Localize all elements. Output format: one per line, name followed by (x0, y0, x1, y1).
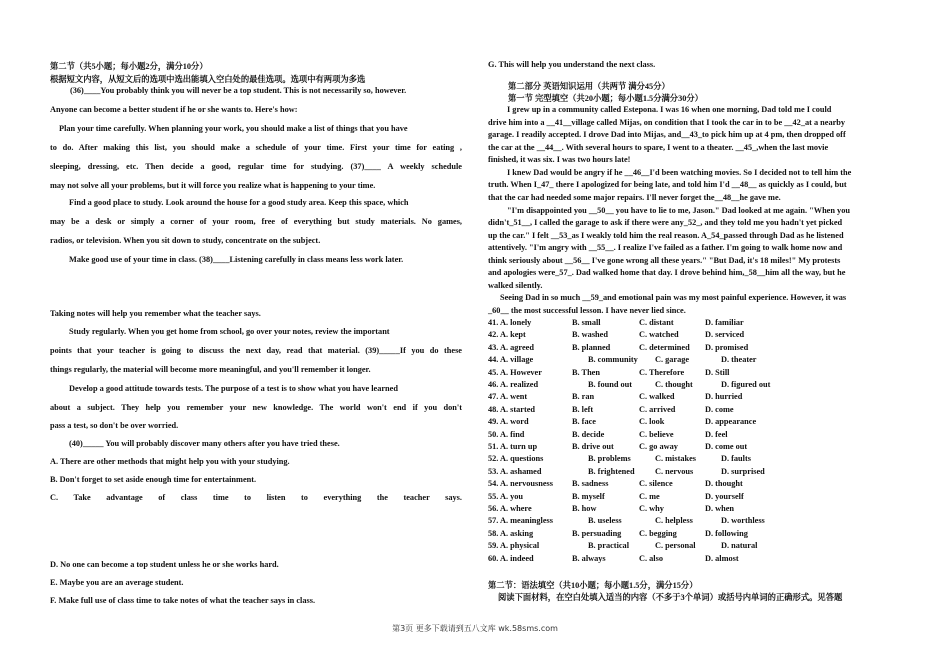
option-choice: B. sadness (572, 479, 609, 489)
option-number-a: 47. A. went (488, 392, 528, 402)
option-number-a: 42. A. kept (488, 330, 526, 340)
passage-line: Study regularly. When you get home from school, go over your notes, review the important (69, 327, 390, 336)
option-choice: B. ran (572, 392, 595, 402)
option-choice: C. why (639, 504, 664, 513)
passage-line: didn't_51__, I called the garage to ask if there were any_52_, and they told me you hadn't yet picked (488, 218, 843, 227)
option-number-a: 60. A. indeed (488, 553, 534, 563)
option-d: D. No one can become a top student unless he or she works hard. (50, 560, 279, 569)
option-number-a: 41. A. lonely (488, 318, 532, 327)
passage-line: attentively. "I'm angry with __55__. I realize I've failed as a father. I'm going to walk home now and (488, 243, 843, 252)
option-a: A. There are other methods that might help you with your studying. (50, 457, 290, 466)
passage-line: I grew up in a community called Estepona. I was 16 when one morning, Dad told me I could (507, 105, 832, 114)
section-title: 第二节（共5小题；每小题2分，满分10分） (50, 62, 208, 71)
option-choice: D. when (705, 504, 735, 513)
option-number-a: 52. A. questions (488, 454, 544, 464)
passage-line: Anyone can become a better student if he or she wants to. Here's how: (50, 105, 298, 114)
passage-line: up the car." I felt __53_as I weakly told him the real reason. A_54_passed through Dad as he listened (488, 231, 844, 240)
option-choice: D. yourself (705, 491, 744, 501)
option-choice: D. come (705, 404, 734, 414)
option-choice: D. worthless (721, 516, 765, 526)
option-choice: C. personal (655, 541, 696, 551)
passage-line: about a subject. They help you remember your new knowledge. The world won't end if you don't (50, 403, 462, 412)
option-choice: B. frightened (588, 466, 635, 476)
option-number-a: 56. A. where (488, 504, 532, 513)
option-choice: C. believe (639, 429, 674, 439)
option-choice: C. also (639, 553, 663, 563)
passage-line: and apologies were_57_. Dad walked home that day. I drove behind him,_58__him all the way, but he (488, 268, 846, 277)
option-choice: B. drive out (572, 442, 614, 451)
passage-line: _60__ the most successful lesson. I have never lied since. (488, 306, 686, 315)
option-choice: B. decide (572, 429, 605, 439)
option-choice: C. begging (639, 528, 677, 538)
passage-line: walked silently. (488, 281, 543, 290)
grammar-instruction: 阅读下面材料，在空白处填入适当的内容（不多于3个单词）或括号内单词的正确形式。见答题 (498, 593, 843, 602)
passage-line: that the car had needed some major repairs. I'll never forget the__48__he gave me. (488, 193, 781, 202)
option-number-a: 59. A. physical (488, 541, 540, 551)
passage-line: may be a desk or simply a corner of your room, free of everything but study materials. No games, (50, 217, 462, 226)
option-choice: B. washed (572, 330, 608, 340)
option-choice: D. surprised (721, 466, 765, 476)
option-choice: B. practical (588, 541, 630, 551)
option-choice: D. come out (705, 442, 748, 451)
passage-line: Seeing Dad in so much __59_and emotional pain was my most painful experience. However, it was (500, 293, 847, 302)
option-b: B. Don't forget to set aside enough time for entertainment. (50, 475, 257, 484)
passage-line: points that your teacher is going to discuss the next day, read that material. (39)_____If you do these (50, 346, 462, 355)
passage-line: pass a test, so don't be over worried. (50, 421, 179, 430)
option-choice: C. distant (639, 318, 674, 327)
option-f: F. Make full use of class time to take notes of what the teacher says in class. (50, 596, 316, 605)
option-e: E. Maybe you are an average student. (50, 578, 184, 587)
option-choice: B. planned (572, 342, 611, 352)
grammar-section-title: 第二节：语法填空（共10小题；每小题1.5分，满分15分） (488, 581, 698, 590)
option-choice: D. Still (705, 367, 730, 377)
option-choice: B. how (572, 504, 597, 513)
option-choice: C. look (639, 417, 665, 427)
passage-line: think seriously about __56__ I've gone wrong all these years." "But Dad, it's 18 miles!" My protests (488, 256, 841, 265)
option-choice: D. following (705, 528, 748, 538)
option-choice: B. persuading (572, 528, 622, 538)
option-choice: D. familiar (705, 318, 744, 327)
option-choice: C. garage (655, 355, 690, 365)
page-footer: 第3页 更多下载请到五八文库 wk.58sms.com (392, 624, 558, 633)
option-choice: B. problems (588, 454, 631, 464)
option-number-a: 46. A. realized (488, 380, 539, 389)
option-choice: C. thought (655, 380, 693, 389)
option-choice: D. theater (721, 355, 757, 365)
option-choice: B. always (572, 553, 606, 563)
option-number-a: 53. A. ashamed (488, 466, 542, 476)
passage-line: finished, it was six. I was two hours late! (488, 155, 631, 164)
option-choice: D. almost (705, 553, 739, 563)
option-choice: C. determined (639, 342, 690, 352)
option-number-a: 43. A. agreed (488, 342, 534, 352)
option-choice: C. mistakes (655, 454, 697, 464)
option-number-a: 54. A. nervousness (488, 479, 554, 489)
option-choice: C. Therefore (639, 367, 685, 377)
option-choice: B. face (572, 417, 596, 427)
option-choice: C. watched (639, 330, 679, 340)
option-choice: B. found out (588, 380, 633, 389)
option-number-a: 57. A. meaningless (488, 516, 553, 526)
option-choice: D. natural (721, 541, 758, 551)
option-choice: D. hurried (705, 392, 743, 402)
option-choice: C. arrived (639, 404, 676, 414)
passage-line: radios, or television. When you sit down to study, concentrate on the subject. (50, 236, 321, 245)
passage-line: drive him into a __41__village called Mijas, on condition that I took the car in to be __42_at a nearby (488, 118, 846, 127)
option-choice: D. appearance (705, 417, 757, 427)
passage-line: sleeping, dressing, etc. Then decide a good, regular time for studying. (37)____ A weekly schedule (50, 162, 462, 171)
passage-line: Plan your time carefully. When planning your work, you should make a list of things that you have (59, 124, 408, 133)
part-title: 第二部分 英语知识运用（共两节 满分45分） (508, 82, 670, 91)
option-number-a: 50. A. find (488, 429, 525, 439)
option-g: G. This will help you understand the next class. (488, 60, 656, 69)
passage-line: I knew Dad would be angry if he __46__I'd been watching movies. So I decided not to tell him the (507, 168, 852, 177)
option-choice: B. small (572, 318, 601, 327)
option-choice: C. helpless (655, 516, 693, 526)
option-choice: B. left (572, 404, 594, 414)
option-number-a: 55. A. you (488, 491, 524, 501)
option-choice: C. walked (639, 392, 675, 402)
option-choice: D. thought (705, 479, 743, 489)
passage-line: Taking notes will help you remember what the teacher says. (50, 309, 261, 318)
option-choice: D. figured out (721, 380, 771, 389)
passage-line: the car at the __44__. With several hours to spare, I went to a theater. __45_,when the last movie (488, 143, 829, 152)
option-choice: B. useless (588, 516, 622, 526)
passage-line: Find a good place to study. Look around the house for a good study area. Keep this space, which (69, 198, 409, 207)
option-choice: C. nervous (655, 466, 694, 476)
option-choice: C. silence (639, 479, 673, 489)
option-number-a: 45. A. However (488, 367, 542, 377)
passage-line: may not solve all your problems, but it will force you realize what is happening to your time. (50, 181, 376, 190)
section-instruction: 根据短文内容，从短文后的选项中选出能填入空白处的最佳选项。选项中有两项为多选 (50, 75, 366, 84)
passage-line: truth. When I_47_ there I apologized for being late, and told him I'd __48__ as quickly as I could, but (488, 180, 847, 189)
passage-line: (40)_____ You will probably discover many others after you have tried these. (69, 439, 340, 448)
option-choice: D. feel (705, 429, 728, 439)
option-choice: D. promised (705, 342, 749, 352)
option-choice: B. Then (572, 367, 600, 377)
passage-line: to do. After making this list, you should make a schedule of your time. First your time for eating , (50, 143, 462, 152)
option-choice: C. me (639, 491, 660, 501)
option-number-a: 44. A. village (488, 355, 534, 365)
option-number-a: 49. A. word (488, 417, 529, 427)
option-c: C. Take advantage of class time to listen to everything the teacher says. (50, 493, 462, 502)
passage-line: (36)____You probably think you will never be a top student. This is not necessarily so, however. (70, 86, 407, 95)
passage-line: things regularly, the material will become more meaningful, and you'll remember it longer. (50, 365, 371, 374)
option-choice: D. faults (721, 454, 751, 464)
passage-line: garage. I readily accepted. I drove Dad into Mijas, and__43_to pick him up at 4 pm, then dropped off (488, 130, 846, 139)
passage-line: Make good use of your time in class. (38)____Listening carefully in class means less work later. (69, 255, 404, 264)
passage-line: Develop a good attitude towards tests. The purpose of a test is to show what you have learned (69, 384, 398, 393)
option-number-a: 51. A. turn up (488, 442, 538, 451)
option-choice: D. serviced (705, 330, 745, 340)
option-choice: B. community (588, 355, 638, 365)
option-number-a: 48. A. started (488, 404, 536, 414)
passage-line: "I'm disappointed you __50__ you have to lie to me, Jason." Dad looked at me again. "When you (507, 206, 850, 215)
option-choice: C. go away (639, 442, 678, 451)
option-choice: B. myself (572, 491, 605, 501)
cloze-section-title: 第一节 完型填空（共20小题；每小题1.5分满分30分） (508, 94, 703, 103)
option-number-a: 58. A. asking (488, 528, 534, 538)
